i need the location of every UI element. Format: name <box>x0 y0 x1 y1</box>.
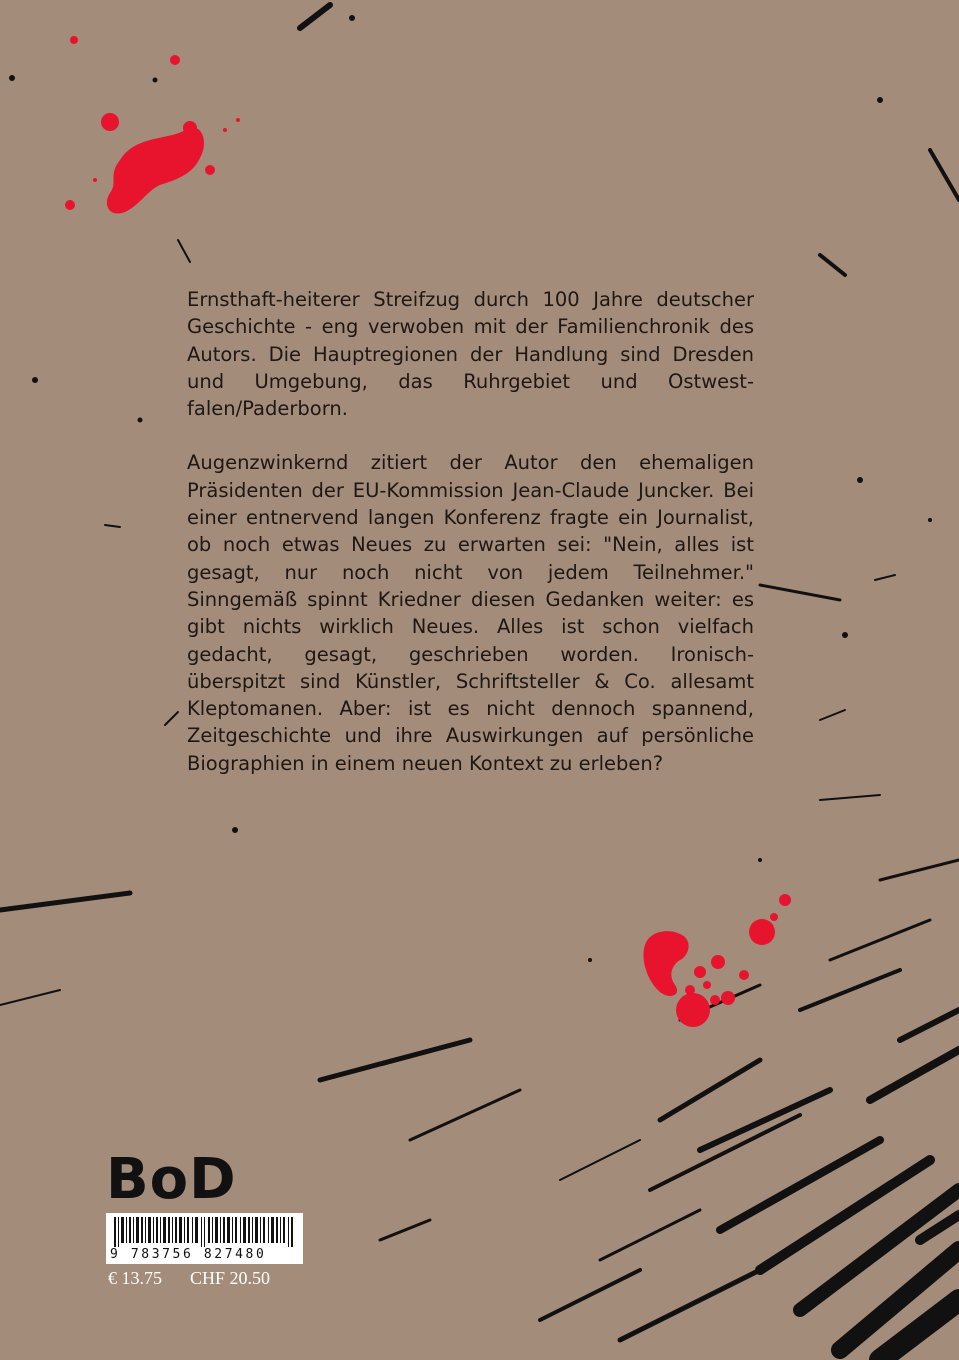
blurb-paragraph-2: Augenzwinkernd zitiert der Autor den ehemaligen Präsidenten der EU-Kommission Jean-Claude Juncker. Bei einer entnervend langen Konferenz fragte ein Journalist, ob noch etwas Neues zu erwarten sei: "Nein, alles ist gesagt, nur noch nicht von jedem Teilnehmer." Sinngemäß spinnt Kriedner diesen Gedanken weiter: es gibt nichts wirklich Neues. Alles ist schon vielfach gedacht, gesagt, geschrieben worden. Ironisch- überspitzt sind Künstler, Schriftsteller & Co. allesamt Kleptomanen. Aber: ist es nicht dennoch spannend, Zeitgeschichte und ihre Auswirkungen auf persönliche Biographien in einem neuen Kontext zu erleben? <box>187 451 754 775</box>
price-chf: CHF 20.50 <box>190 1268 271 1288</box>
red-splatter-top <box>65 36 240 214</box>
price-line <box>108 1268 298 1289</box>
barcode-bars <box>114 1217 296 1247</box>
red-splatter-bottom <box>643 894 791 1027</box>
isbn-number: 9 783756 827480 <box>110 1247 267 1262</box>
price-eur: € 13.75 <box>108 1268 162 1288</box>
publisher-logo: BoD <box>106 1147 237 1212</box>
isbn-barcode <box>106 1213 303 1264</box>
back-cover-blurb <box>187 286 754 804</box>
blurb-paragraph-1: Ernsthaft-heiterer Streifzug durch 100 Jahre deutscher Geschichte - eng verwoben mit der Familienchronik des Autors. Die Hauptregionen der Handlung sind Dresden und Umgebung, das Ruhrgebiet und Ostwestfalen/Paderborn. <box>187 288 754 421</box>
